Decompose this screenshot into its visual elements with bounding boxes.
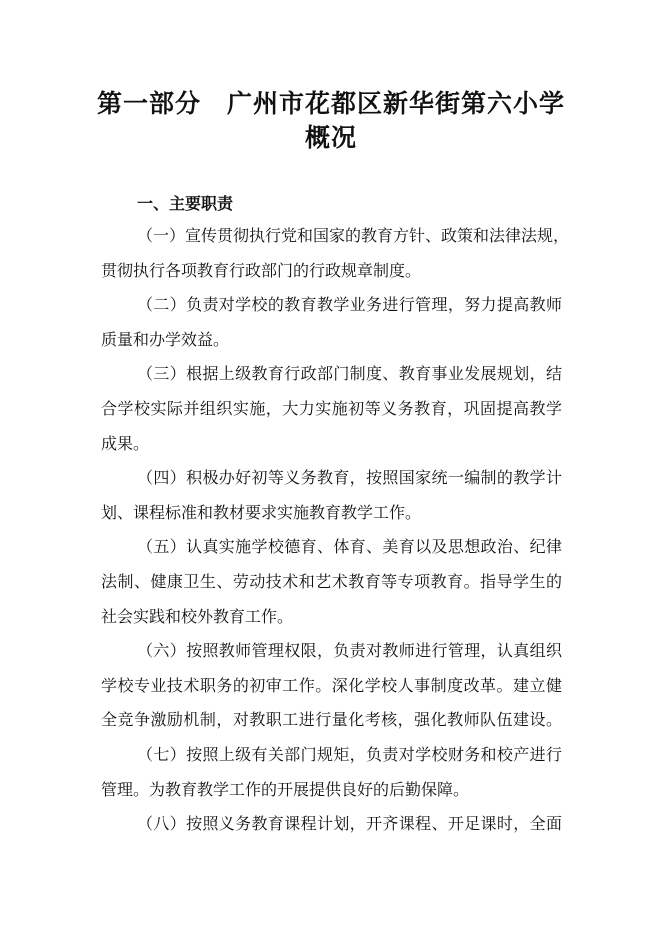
paragraph-line: （一）宣传贯彻执行党和国家的教育方针、政策和法律法规，	[137, 226, 570, 245]
document-body	[101, 219, 570, 842]
document-title-line-1: 第一部分 广州市花都区新华街第六小学	[96, 89, 565, 118]
paragraph-line: 合学校实际并组织实施，大力实施初等义务教育，巩固提高教学	[101, 398, 562, 418]
document-title-line-2: 概况	[304, 123, 357, 152]
paragraph-line: （八）按照义务教育课程计划，开齐课程、开足课时，全面	[137, 814, 562, 834]
paragraph	[101, 288, 562, 357]
paragraph-line: 管理。为教育教学工作的开展提供良好的后勤保障。	[101, 779, 470, 799]
paragraph	[101, 219, 570, 288]
paragraph-line: 全竞争激励机制，对教职工进行量化考核，强化教师队伍建设。	[101, 710, 562, 730]
paragraph-line: （五）认真实施学校德育、体育、美育以及思想政治、纪律	[137, 537, 562, 557]
paragraph-line: （六）按照教师管理权限，负责对教师进行管理，认真组织	[137, 641, 562, 661]
paragraph	[101, 357, 562, 461]
paragraph	[101, 807, 562, 842]
paragraph	[101, 634, 562, 738]
paragraph-line: （七）按照上级有关部门规矩，负责对学校财务和校产进行	[137, 744, 562, 764]
paragraph-line: 法制、健康卫生、劳动技术和艺术教育等专项教育。指导学生的	[101, 571, 562, 591]
paragraph-line: （二）负责对学校的教育教学业务进行管理，努力提高教师	[137, 295, 562, 315]
paragraph-line: 成果。	[101, 433, 150, 453]
paragraph	[101, 738, 562, 807]
paragraph	[101, 530, 562, 634]
paragraph-line: 社会实践和校外教育工作。	[101, 606, 294, 626]
paragraph-line: （三）根据上级教育行政部门制度、教育事业发展规划，结	[137, 364, 562, 384]
paragraph-line: 贯彻执行各项教育行政部门的行政规章制度。	[101, 260, 422, 280]
section-heading: 一、主要职责	[137, 194, 234, 213]
paragraph-line: 质量和办学效益。	[101, 329, 230, 349]
paragraph-line: （四）积极办好初等义务教育，按照国家统一编制的教学计	[137, 468, 562, 488]
paragraph-line: 划、课程标准和教材要求实施教育教学工作。	[101, 502, 422, 522]
paragraph-line: 学校专业技术职务的初审工作。深化学校人事制度改革。建立健	[101, 675, 562, 695]
paragraph	[101, 461, 562, 530]
